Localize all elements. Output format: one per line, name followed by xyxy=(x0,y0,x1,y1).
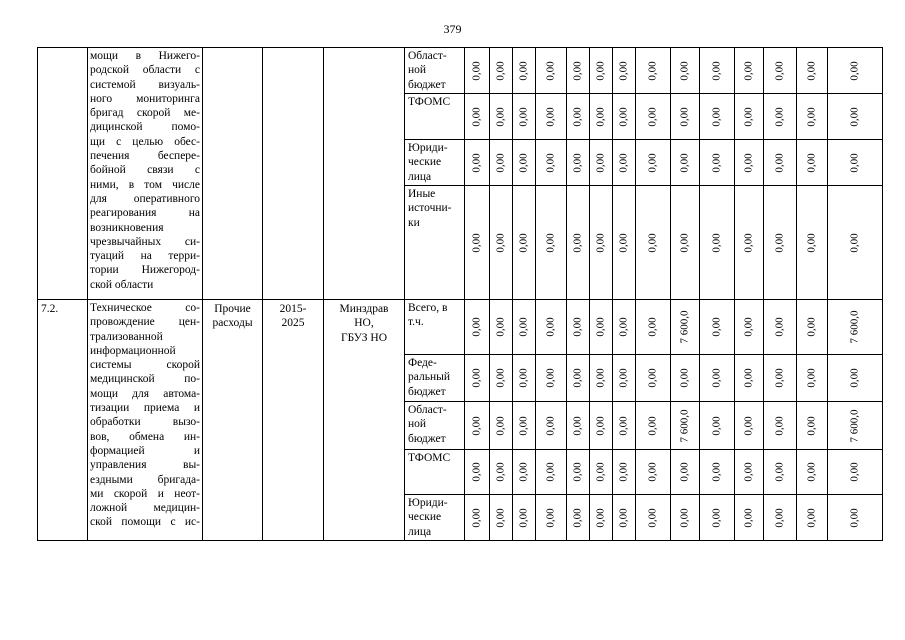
value-cell: 0,00 xyxy=(513,300,536,355)
value-cell: 0,00 xyxy=(513,450,536,495)
value-cell: 0,00 xyxy=(590,355,613,402)
value-cell: 0,00 xyxy=(735,94,764,140)
value-cell: 0,00 xyxy=(828,355,883,402)
value-cell: 0,00 xyxy=(797,495,828,541)
funding-source: Област- ной бюджет xyxy=(405,48,465,94)
value-cell: 0,00 xyxy=(490,186,513,300)
funding-source: Юриди- ческие лица xyxy=(405,140,465,186)
value-cell: 0,00 xyxy=(636,48,671,94)
value-cell: 0,00 xyxy=(590,94,613,140)
value-cell: 0,00 xyxy=(700,186,735,300)
value-cell: 0,00 xyxy=(700,300,735,355)
value-cell: 0,00 xyxy=(828,495,883,541)
value-cell: 0,00 xyxy=(671,450,700,495)
table-row xyxy=(38,300,883,355)
value-cell: 0,00 xyxy=(636,186,671,300)
value-cell: 0,00 xyxy=(700,450,735,495)
value-cell: 0,00 xyxy=(764,186,797,300)
value-cell: 0,00 xyxy=(735,495,764,541)
value-cell: 0,00 xyxy=(671,94,700,140)
value-cell: 0,00 xyxy=(636,355,671,402)
value-cell: 0,00 xyxy=(828,140,883,186)
value-cell: 0,00 xyxy=(764,140,797,186)
value-cell: 0,00 xyxy=(828,48,883,94)
value-cell: 0,00 xyxy=(490,48,513,94)
value-cell: 0,00 xyxy=(735,402,764,450)
value-cell: 0,00 xyxy=(465,140,490,186)
value-cell: 0,00 xyxy=(513,94,536,140)
value-cell: 0,00 xyxy=(490,140,513,186)
value-cell: 0,00 xyxy=(636,402,671,450)
value-cell: 0,00 xyxy=(513,495,536,541)
value-cell: 0,00 xyxy=(567,495,590,541)
value-cell: 0,00 xyxy=(613,402,636,450)
value-cell: 0,00 xyxy=(797,94,828,140)
value-cell: 0,00 xyxy=(671,355,700,402)
value-cell: 0,00 xyxy=(636,450,671,495)
value-cell: 0,00 xyxy=(536,300,567,355)
value-cell: 0,00 xyxy=(735,450,764,495)
value-cell: 0,00 xyxy=(636,495,671,541)
value-cell: 0,00 xyxy=(797,300,828,355)
value-cell: 0,00 xyxy=(636,140,671,186)
value-cell: 0,00 xyxy=(828,94,883,140)
funding-source: ТФОМС xyxy=(405,450,465,495)
value-cell: 0,00 xyxy=(613,94,636,140)
value-cell: 0,00 xyxy=(671,140,700,186)
value-cell: 0,00 xyxy=(735,300,764,355)
value-cell: 0,00 xyxy=(735,48,764,94)
expense-type-cell xyxy=(203,48,263,300)
value-cell: 0,00 xyxy=(465,450,490,495)
funding-source: Юриди- ческие лица xyxy=(405,495,465,541)
funding-source: ТФОМС xyxy=(405,94,465,140)
value-cell: 0,00 xyxy=(513,140,536,186)
value-cell: 0,00 xyxy=(613,300,636,355)
value-cell: 0,00 xyxy=(671,186,700,300)
period-cell xyxy=(263,48,324,300)
funding-source: Област- ной бюджет xyxy=(405,402,465,450)
value-cell: 0,00 xyxy=(700,402,735,450)
expense-type: Прочие расходы xyxy=(203,300,263,541)
value-cell: 0,00 xyxy=(513,48,536,94)
value-cell: 0,00 xyxy=(590,186,613,300)
value-cell: 0,00 xyxy=(590,495,613,541)
value-cell: 0,00 xyxy=(700,495,735,541)
value-cell: 0,00 xyxy=(797,48,828,94)
value-cell: 0,00 xyxy=(613,48,636,94)
value-cell: 0,00 xyxy=(797,140,828,186)
value-cell: 0,00 xyxy=(636,300,671,355)
value-cell: 0,00 xyxy=(513,355,536,402)
value-cell: 0,00 xyxy=(590,450,613,495)
value-cell: 0,00 xyxy=(567,450,590,495)
value-cell: 0,00 xyxy=(797,402,828,450)
executor: Минздрав НО, ГБУЗ НО xyxy=(324,300,405,541)
value-cell: 0,00 xyxy=(590,300,613,355)
value-cell: 0,00 xyxy=(590,402,613,450)
value-cell: 0,00 xyxy=(671,495,700,541)
value-cell: 0,00 xyxy=(465,495,490,541)
value-cell: 0,00 xyxy=(465,94,490,140)
value-cell: 7 600,0 xyxy=(671,300,700,355)
value-cell: 0,00 xyxy=(828,450,883,495)
value-cell: 0,00 xyxy=(828,186,883,300)
value-cell: 0,00 xyxy=(490,355,513,402)
value-cell: 0,00 xyxy=(536,48,567,94)
value-cell: 0,00 xyxy=(567,355,590,402)
value-cell: 0,00 xyxy=(735,186,764,300)
value-cell: 0,00 xyxy=(490,495,513,541)
value-cell: 0,00 xyxy=(590,140,613,186)
value-cell: 0,00 xyxy=(465,186,490,300)
value-cell: 0,00 xyxy=(613,495,636,541)
value-cell: 0,00 xyxy=(536,140,567,186)
value-cell: 0,00 xyxy=(613,355,636,402)
value-cell: 0,00 xyxy=(465,402,490,450)
value-cell: 0,00 xyxy=(797,355,828,402)
value-cell: 0,00 xyxy=(465,48,490,94)
value-cell: 0,00 xyxy=(536,186,567,300)
value-cell: 0,00 xyxy=(613,140,636,186)
value-cell: 7 600,0 xyxy=(828,402,883,450)
value-cell: 0,00 xyxy=(764,495,797,541)
value-cell: 0,00 xyxy=(700,94,735,140)
value-cell: 0,00 xyxy=(636,94,671,140)
value-cell: 0,00 xyxy=(764,300,797,355)
value-cell: 0,00 xyxy=(490,94,513,140)
value-cell: 0,00 xyxy=(613,186,636,300)
value-cell: 0,00 xyxy=(567,300,590,355)
value-cell: 0,00 xyxy=(567,48,590,94)
value-cell: 0,00 xyxy=(735,355,764,402)
value-cell: 0,00 xyxy=(735,140,764,186)
value-cell: 0,00 xyxy=(490,402,513,450)
value-cell: 0,00 xyxy=(465,355,490,402)
funding-source: Феде- ральный бюджет xyxy=(405,355,465,402)
value-cell: 0,00 xyxy=(536,355,567,402)
value-cell: 0,00 xyxy=(536,495,567,541)
value-cell: 0,00 xyxy=(764,94,797,140)
value-cell: 0,00 xyxy=(700,355,735,402)
value-cell: 0,00 xyxy=(567,402,590,450)
value-cell: 0,00 xyxy=(567,186,590,300)
value-cell: 0,00 xyxy=(671,48,700,94)
value-cell: 0,00 xyxy=(797,186,828,300)
value-cell: 0,00 xyxy=(513,186,536,300)
table-row xyxy=(38,48,883,94)
value-cell: 0,00 xyxy=(764,355,797,402)
value-cell: 0,00 xyxy=(490,450,513,495)
value-cell: 0,00 xyxy=(590,48,613,94)
value-cell: 0,00 xyxy=(764,48,797,94)
value-cell: 0,00 xyxy=(613,450,636,495)
value-cell: 0,00 xyxy=(797,450,828,495)
value-cell: 0,00 xyxy=(764,402,797,450)
measure-description: мощи в Нижего- родской области с системой визуаль- ного мониторинга бригад скорой ме- дицинской помо- щи с целью обес- печения беспере- бойной связи с ними, в том числе для оперативного реагирования на возникновения чрезвычайных си- туаций на терри- тории Нижегород- ской области xyxy=(88,48,203,300)
period: 2015- 2025 xyxy=(263,300,324,541)
funding-source: Иные источни- ки xyxy=(405,186,465,300)
value-cell: 0,00 xyxy=(567,140,590,186)
value-cell: 0,00 xyxy=(536,94,567,140)
value-cell: 0,00 xyxy=(700,140,735,186)
executor-cell xyxy=(324,48,405,300)
page-number: 379 xyxy=(443,22,462,36)
value-cell: 0,00 xyxy=(567,94,590,140)
funding-source: Всего, в т.ч. xyxy=(405,300,465,355)
value-cell: 0,00 xyxy=(700,48,735,94)
value-cell: 0,00 xyxy=(465,300,490,355)
row-number-cell xyxy=(38,48,88,300)
value-cell: 0,00 xyxy=(513,402,536,450)
value-cell: 7 600,0 xyxy=(828,300,883,355)
value-cell: 0,00 xyxy=(536,402,567,450)
row-number: 7.2. xyxy=(38,300,88,541)
value-cell: 0,00 xyxy=(536,450,567,495)
value-cell: 0,00 xyxy=(764,450,797,495)
program-table xyxy=(37,47,883,541)
measure-description: Техническое со- провождение цен- трализованной информационной системы скорой медицинской по- мощи для автома- тизации приема и обработки вызо- вов, обмена ин- формацией и управления вы- ездными бригада- ми скорой и неот- ложной медицин- ской помощи с ис- xyxy=(88,300,203,541)
value-cell: 0,00 xyxy=(490,300,513,355)
value-cell: 7 600,0 xyxy=(671,402,700,450)
